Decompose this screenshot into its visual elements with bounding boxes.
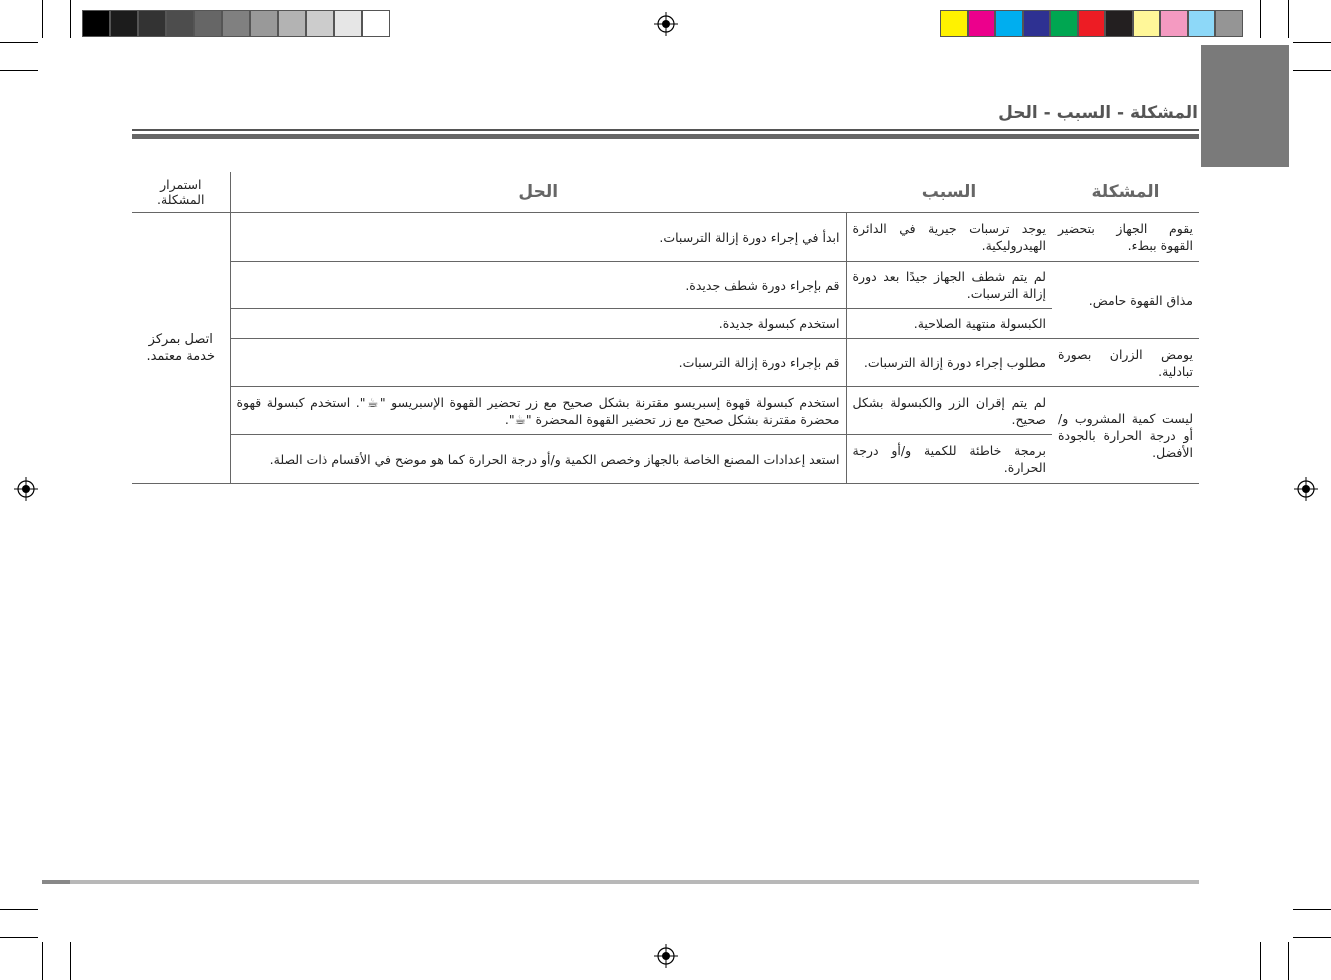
calibration-swatch (1050, 10, 1078, 37)
calibration-swatch (1133, 10, 1161, 37)
registration-mark-icon (654, 944, 678, 968)
registration-mark-icon (654, 12, 678, 36)
page-title: المشكلة - السبب - الحل (998, 103, 1198, 123)
calibration-swatch (940, 10, 968, 37)
table-row (132, 309, 1199, 339)
calibration-swatch (1188, 10, 1216, 37)
calibration-swatch (138, 10, 166, 37)
header-problem: المشكلة (1052, 172, 1199, 213)
calibration-swatch (1105, 10, 1133, 37)
calibration-swatch (1078, 10, 1106, 37)
table-header-row (132, 172, 1199, 213)
calibration-swatch (306, 10, 334, 37)
cause-cell: مطلوب إجراء دورة إزالة الترسبات. (846, 339, 1052, 387)
contact-service-cell: اتصل بمركز خدمة معتمد. (132, 213, 230, 484)
registration-mark-icon (14, 477, 38, 501)
problem-cell: مذاق القهوة حامض. (1052, 262, 1199, 339)
table-row (132, 387, 1199, 435)
header-solution: الحل (230, 172, 846, 213)
header-persistence: استمرار المشكلة. (132, 172, 230, 213)
calibration-swatch (1215, 10, 1243, 37)
calibration-swatch (362, 10, 390, 37)
solution-cell: استخدم كبسولة جديدة. (230, 309, 846, 339)
cause-cell: برمجة خاطئة للكمية و/أو درجة الحرارة. (846, 435, 1052, 484)
calibration-swatch (82, 10, 110, 37)
troubleshooting-table (132, 172, 1199, 484)
solution-cell: قم بإجراء دورة إزالة الترسبات. (230, 339, 846, 387)
calibration-swatch (110, 10, 138, 37)
solution-cell: قم بإجراء دورة شطف جديدة. (230, 262, 846, 309)
cause-cell: لم يتم شطف الجهاز جيدًا بعد دورة إزالة الترسبات. (846, 262, 1052, 309)
problem-cell: يقوم الجهاز بتحضير القهوة ببطء. (1052, 213, 1199, 262)
calibration-swatch (222, 10, 250, 37)
table-row (132, 435, 1199, 484)
solution-cell: ابدأ في إجراء دورة إزالة الترسبات. (230, 213, 846, 262)
cause-cell: يوجد ترسبات جيرية في الدائرة الهيدروليكية. (846, 213, 1052, 262)
calibration-swatch (334, 10, 362, 37)
registration-mark-icon (1294, 477, 1318, 501)
title-divider-thick (132, 134, 1199, 139)
header-cause: السبب (846, 172, 1052, 213)
calibration-swatch (166, 10, 194, 37)
solution-cell: استعد إعدادات المصنع الخاصة بالجهاز وخصص الكمية و/أو درجة الحرارة كما هو موضح في الأقسام ذات الصلة. (230, 435, 846, 484)
title-divider (132, 129, 1199, 131)
cause-cell: لم يتم إقران الزر والكبسولة بشكل صحيح. (846, 387, 1052, 435)
calibration-swatch (194, 10, 222, 37)
calibration-swatch (1023, 10, 1051, 37)
calibration-swatch (250, 10, 278, 37)
cause-cell: الكبسولة منتهية الصلاحية. (846, 309, 1052, 339)
solution-cell: استخدم كبسولة قهوة إسبريسو مقترنة بشكل صحيح مع زر تحضير القهوة الإسبريسو "☕". استخدم كبسولة قهوة محضرة مقترنة بشكل صحيح مع زر تحضير القهوة المحضرة "☕". (230, 387, 846, 435)
calibration-swatch (1160, 10, 1188, 37)
footer-rule (42, 880, 1199, 884)
problem-cell: ليست كمية المشروب و/أو درجة الحرارة بالجودة الأفضل. (1052, 387, 1199, 484)
footer-rule-accent (42, 880, 70, 884)
problem-cell: يومض الزران بصورة تبادلية. (1052, 339, 1199, 387)
calibration-swatch (278, 10, 306, 37)
table-row (132, 262, 1199, 309)
calibration-swatch (968, 10, 996, 37)
calibration-swatch (995, 10, 1023, 37)
section-tab (1201, 45, 1289, 167)
table-row (132, 339, 1199, 387)
table-row (132, 213, 1199, 262)
